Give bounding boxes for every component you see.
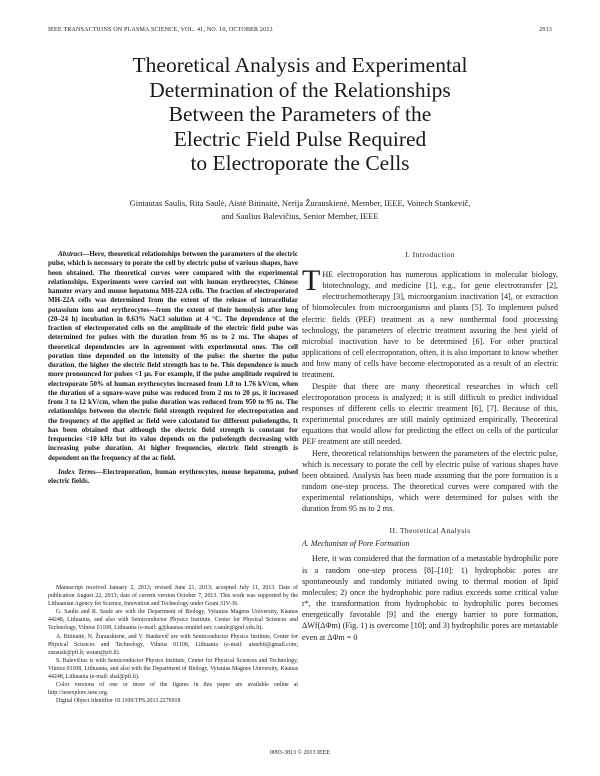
- abstract: [48, 250, 298, 463]
- running-header: [48, 27, 552, 33]
- footnote: G. Saulis and R. Saulė are with the Department of Biology, Vytautas Magnus University, Kaunas 44248, Lithuania, and also with Semiconductor Physics Institute, Center for Physical Sciences and Technology, Vilnius 01108, Lithuania (e-mail: g@kaunas.omnitel.net; r.saule@gmf.vdu.lt).: [48, 609, 298, 632]
- footnotes: [48, 584, 298, 705]
- index-terms: [48, 468, 298, 487]
- index-terms-label: Index Terms—: [58, 467, 103, 476]
- footnote: Manuscript received January 2, 2013; revised June 21, 2013; accepted July 11, 2013. Date of publication August 22, 2013; date of current version October 7, 2013. This work was supported by the Lithuanian Agency for Science, Innovation and Technology under Grant 31V-36.: [48, 585, 298, 608]
- title-line: Between the Parameters of the: [168, 102, 432, 127]
- footnote: A. Bitinaitė, N. Žurauskienė, and V. Stankevič are with Semiconductor Physics Institute, Center for Physical Sciences and Technology, Vilnius 01108, Lithuania (e-mail: aistebit@gmail.com; zurausk@pfi.lt; wstan@pfi.lt).: [48, 633, 298, 656]
- title-line: to Electroporate the Cells: [190, 151, 410, 176]
- paragraph-text: HE electroporation has numerous applications in molecular biology, biotechnology, and medicine [1], e.g., for gene electrotransfer [2], electrochemotherapy [3], microorganism inactivation [4], or extraction of biomolecules from microorganisms and plants [5]. To implement pulsed electric fields (PEF) treatment as a new nonthermal food processing technology, the parameters of electric treatment assuring the best yield of microbial inactivation have to be determined [6]. For other practical applications of cell electroporation, often, it is also important to know whether and how many of cells have become electroporated as a result of an electric treatment.: [302, 270, 558, 380]
- intro-paragraph: Despite that there are many theoretical researches in which cell electroporation process is analyzed; it is still difficult to predict individual responses of different cells to electric treatment [6], [7]. Because of this, experimental procedures are still mainly optimized empirically. Theoretical equations that would allow for predicting the effect on cells of the particular PEF treatment are still needed.: [302, 381, 558, 447]
- copyright-footer: 0093-3813 © 2013 IEEE: [269, 750, 331, 756]
- author-line: Gintautas Saulis, Rita Saulė, Aistė Bitinaitė, Nerija Žurauskienė, Member, IEEE, Voitech Stankevič,: [129, 198, 471, 208]
- footnote: Digital Object Identifier 10.1109/TPS.2013.2276918: [56, 698, 181, 705]
- section-heading: II. Theoretical Analysis: [389, 526, 471, 536]
- section-heading: I. Introduction: [405, 250, 455, 259]
- page-number: 2913: [539, 27, 552, 33]
- left-column: [48, 250, 298, 486]
- footnote: Color versions of one or more of the figures in this paper are available online at http://ieeexplore.ieee.org.: [48, 682, 298, 697]
- intro-paragraph: [302, 264, 558, 381]
- drop-cap: T: [302, 264, 321, 297]
- subsection-heading: A. Mechanism of Pore Formation: [302, 539, 410, 549]
- abstract-label: Abstract—: [58, 250, 90, 258]
- footnote: S. Balevičius is with Semiconductor Physics Institute, Center for Physical Sciences and Technology, Vilnius 01108, Lithuania, and also with the Department of Biology, Vytautas Magnus University, Kaunas 44248, Lithuania (e-mail: sbal@pfi.lt).: [48, 657, 298, 681]
- author-line: and Saulius Balevičius, Senior Member, IEEE: [221, 210, 379, 221]
- abstract-text: Here, theoretical relationships between the parameters of the electric pulse, which is necessary to porate the cell by electric pulse of various shapes, have been obtained. The theoretical curves were compared with the experimental relationships. Experiments were carried out with human erythrocytes, Chinese hamster ovary and mouse hepatoma MH-22A cells. The fraction of electroporated MH-22A cells was determined from the extent of the release of intracellular potassium ions and erythrocytes—from the extent of their hemolysis after long (20–24 h) incubation in 0.63% NaCl solution at 4 °C. The dependence of the fraction of electroporated cells on the amplitude of the electric field pulse was determined for pulses with the duration from 95 ns to 2 ms. The shapes of theoretical dependencies are in agreement with experimental ones. The cell poration time depended on the intensity of the pulse: the shorter the pulse duration, the higher the electric field strength has to be. This dependence is much more pronounced for pulses <1 μs. For example, if the pulse amplitude required to electroporate 50% of human erythrocytes increased from 1.0 to 1.76 kV/cm, when the duration of a square-wave pulse was reduced from 2 ms to 20 μs, it increased from 3 to 12 kV/cm, when the pulse duration was reduced from 950 to 95 ns. The relationships between the electric field strength required for electroporation and the frequency of the applied ac field were calculated for different pulselengths. It has been obtained that although the electric field strength is constant for frequencies <10 kHz but its value depends on the pulselength decreasing with increasing pulse duration. At higher frequencies, electric field strength is dependent on the frequency of the ac field.: [48, 250, 298, 462]
- index-terms-text: Electroporation, human erythrocytes, mouse hepatoma, pulsed electric fields.: [48, 467, 299, 485]
- author-list: [60, 197, 540, 222]
- journal-name: IEEE TRANSACTIONS ON PLASMA SCIENCE, VOL. 41, NO. 10, OCTOBER 2013: [48, 27, 273, 33]
- title-line: Determination of the Relationships: [149, 77, 451, 102]
- analysis-paragraph: Here, it was considered that the formation of a metastable hydrophilic pore is a random one-step process [8]–[10]: 1) hydrophobic pores are spontaneously and randomly initiated owing to thermal motion of lipid molecules; 2) once the hydrophobic pore radius exceeds some critical value r*, the transformation from hydrophobic to hydrophilic pores becomes energetically favorable [9] and the energy barrier to pore formation, ΔWf(ΔΦm) (Fig. 1) is overcome [10]; and 3) hydrophilic pores are metastable even at ΔΦm = 0: [302, 554, 558, 642]
- title-line: Theoretical Analysis and Experimental: [132, 53, 468, 77]
- paper-title: [40, 53, 560, 176]
- right-column: [302, 250, 558, 643]
- intro-paragraph: Here, theoretical relationships between the parameters of the electric pulse, which is necessary to porate the cell by electric pulse of various shapes have been obtained. Analysis has been made assuming that the pore formation is a random one-step process. The theoretical curves were compared with the experimental relationships, which were determined for pulses with the duration from 95 ns to 2 ms.: [302, 448, 558, 514]
- title-line: Electric Field Pulse Required: [173, 126, 427, 151]
